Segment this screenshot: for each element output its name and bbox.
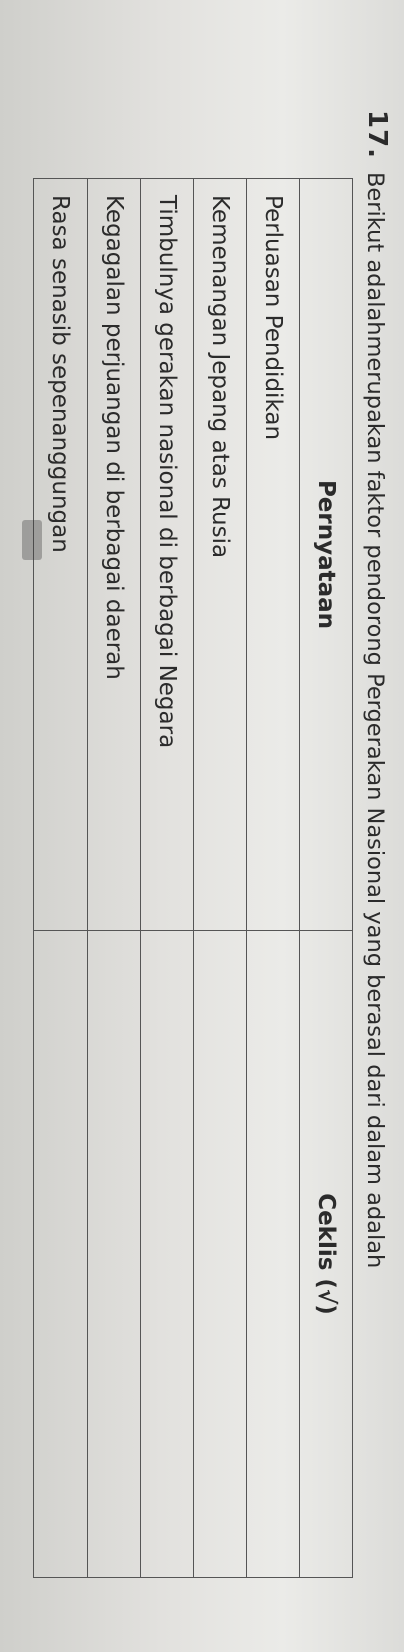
paper-mark (22, 520, 42, 560)
row-4-statement: Kegagalan perjuangan di berbagai daerah (87, 179, 140, 931)
question-text: Berikut adalahmerupakan faktor pendorong Pergerakan Nasional yang berasal dari dalam adalah (362, 172, 388, 1269)
row-3-checkbox[interactable] (140, 931, 193, 1577)
row-2-checkbox[interactable] (193, 931, 246, 1577)
statement-table (33, 178, 353, 1578)
header-check: Ceklis (√) (299, 931, 352, 1577)
header-statement: Pernyataan (299, 179, 352, 931)
row-2-statement: Kemenangan Jepang atas Rusia (193, 179, 246, 931)
row-1-checkbox[interactable] (246, 931, 299, 1577)
question-number: 17. (362, 110, 392, 160)
row-5-checkbox[interactable] (34, 931, 87, 1577)
row-1-statement: Perluasan Pendidikan (246, 179, 299, 931)
row-3-statement: Timbulnya gerakan nasional di berbagai Negara (140, 179, 193, 931)
row-4-checkbox[interactable] (87, 931, 140, 1577)
row-5-statement: Rasa senasib sepenanggungan (34, 179, 87, 931)
